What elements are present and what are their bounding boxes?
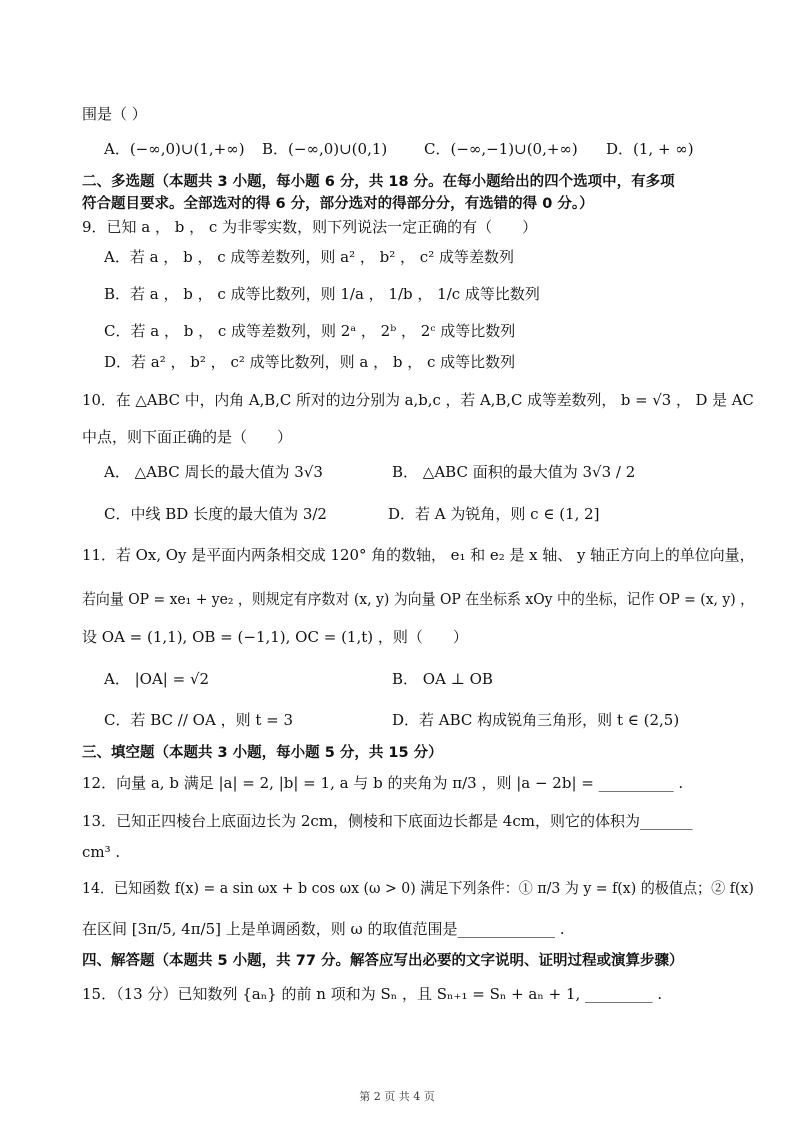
q8-option-a: A．(−∞,0)∪(1,+∞) bbox=[104, 140, 245, 158]
q10-option-d: D．若 A 为锐角，则 c ∈ (1, 2] bbox=[388, 505, 600, 523]
q11-stem-line1: 11．若 Ox, Oy 是平面内两条相交成 120° 角的数轴， e₁ 和 e₂ 是 x 轴、 y 轴正方向上的单位向量， bbox=[82, 546, 755, 564]
q8-tail: 围是（ ） bbox=[82, 105, 147, 123]
q11-option-a: A． |OA| = √2 bbox=[104, 670, 210, 688]
q9-option-a: A．若 a ， b ， c 成等差数列，则 a² ， b² ， c² 成等差数列 bbox=[104, 248, 514, 266]
q11-option-b: B． OA ⊥ OB bbox=[392, 670, 493, 688]
q13-line2: cm³ . bbox=[82, 843, 121, 861]
q14-line2: 在区间 [3π/5, 4π/5] 上是单调函数，则 ω 的取值范围是_____________ . bbox=[82, 920, 565, 938]
q13-line1: 13．已知正四棱台上底面边长为 2cm，侧棱和下底面边长都是 4cm，则它的体积为_______ bbox=[82, 812, 693, 830]
q9-option-d: D．若 a² ， b² ， c² 成等比数列，则 a ， b ， c 成等比数列 bbox=[104, 353, 516, 371]
q11-stem-line2: 若向量 OP = xe₁ + ye₂ ，则规定有序数对 (x, y) 为向量 OP 在坐标系 xOy 中的坐标，记作 OP = (x, y) ， bbox=[82, 590, 755, 608]
q12: 12．向量 a, b 满足 |a| = 2, |b| = 1, a 与 b 的夹角为 π/3 ，则 |a − 2b| = __________ . bbox=[82, 774, 684, 792]
section3-heading: 三、填空题（本题共 3 小题，每小题 5 分，共 15 分） bbox=[82, 745, 443, 761]
q10-option-c: C．中线 BD 长度的最大值为 3/2 bbox=[104, 505, 327, 523]
section2-heading-line1: 二、多选题（本题共 3 小题，每小题 6 分，共 18 分。在每小题给出的四个选项中，有多项 bbox=[82, 174, 675, 190]
q10-stem-line1: 10．在 △ABC 中，内角 A,B,C 所对的边分别为 a,b,c ，若 A,B,C 成等差数列， b = √3 ， D 是 AC bbox=[82, 391, 754, 409]
q9-option-c: C．若 a ， b ， c 成等差数列，则 2ᵃ ， 2ᵇ ， 2ᶜ 成等比数列 bbox=[104, 322, 516, 340]
q9-stem: 9．已知 a ， b ， c 为非零实数，则下列说法一定正确的有（ ） bbox=[82, 218, 538, 236]
q10-stem-line2: 中点，则下面正确的是（ ） bbox=[82, 428, 293, 446]
section2-heading-line2: 符合题目要求。全部选对的得 6 分，部分选对的得部分分，有选错的得 0 分。） bbox=[82, 196, 594, 212]
q11-stem-line3: 设 OA = (1,1), OB = (−1,1), OC = (1,t) ，则（ ） bbox=[82, 628, 468, 646]
q11-option-d: D．若 ABC 构成锐角三角形，则 t ∈ (2,5) bbox=[392, 711, 680, 729]
q11-option-c: C．若 BC // OA ，则 t = 3 bbox=[104, 711, 294, 729]
page-footer: 第 2 页 共 4 页 bbox=[359, 1090, 435, 1103]
section4-heading: 四、解答题（本题共 5 小题，共 77 分。解答应写出必要的文字说明、证明过程或演算步骤） bbox=[82, 953, 684, 969]
q10-option-a: A． △ABC 周长的最大值为 3√3 bbox=[104, 463, 323, 481]
q8-option-b: B．(−∞,0)∪(0,1) bbox=[262, 140, 388, 158]
q14-line1: 14．已知函数 f(x) = a sin ωx + b cos ωx (ω > 0) 满足下列条件：① π/3 为 y = f(x) 的极值点；② f(x) bbox=[82, 879, 754, 897]
q10-option-b: B． △ABC 面积的最大值为 3√3 / 2 bbox=[392, 463, 636, 481]
q8-option-c: C．(−∞,−1)∪(0,+∞) bbox=[424, 140, 578, 158]
q8-option-d: D．(1, + ∞) bbox=[606, 140, 694, 158]
q9-option-b: B．若 a ， b ， c 成等比数列，则 1/a ， 1/b ， 1/c 成等比数列 bbox=[104, 285, 540, 303]
q15: 15．（13 分）已知数列 {aₙ} 的前 n 项和为 Sₙ ，且 Sₙ₊₁ = Sₙ + aₙ + 1, _________ . bbox=[82, 985, 663, 1003]
